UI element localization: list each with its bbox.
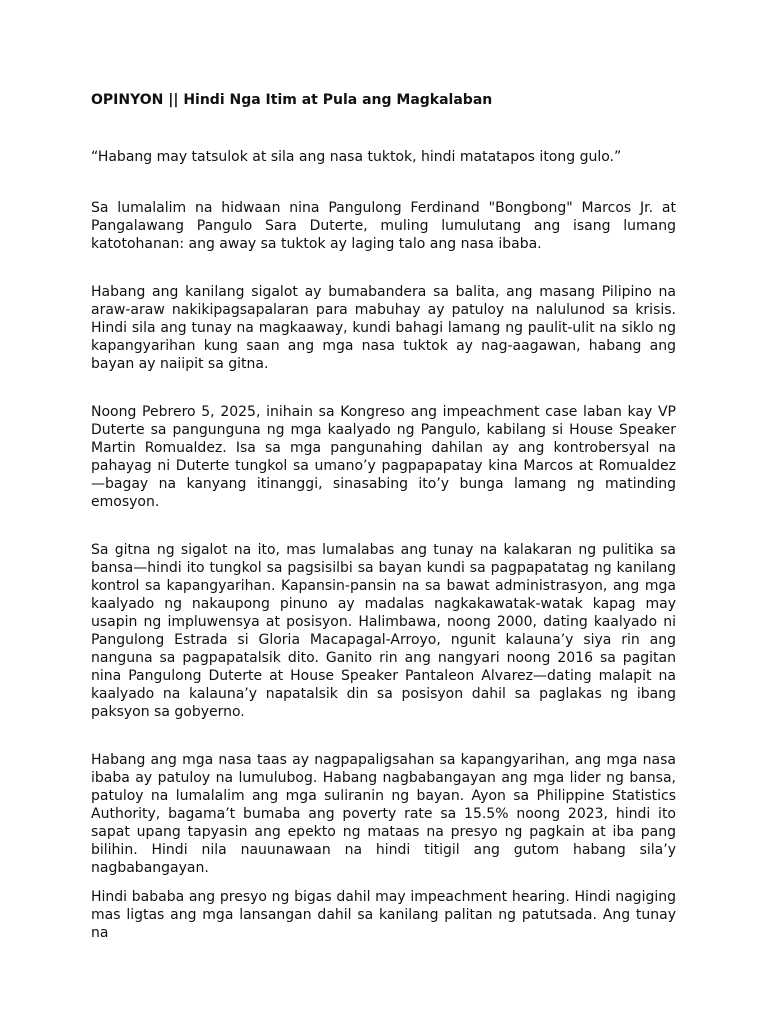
paragraph-1: Sa lumalalim na hidwaan nina Pangulong Ferdinand "Bongbong" Marcos Jr. at Pangalawang Pangulo Sara Duterte, muling lumulutang ang isang lumang katotohanan: ang away sa tuktok ay laging talo ang nasa ibaba. bbox=[91, 200, 676, 252]
paragraph-4: Sa gitna ng sigalot na ito, mas lumalabas ang tunay na kalakaran ng pulitika sa bansa—hindi ito tungkol sa pagsisilbi sa bayan kundi sa pagpapatatag ng kanilang kontrol sa kapangyarihan. Kapansin-pansin na sa bawat administrasyon, ang mga kaalyado ng nakaupong pinuno ay madalas nagkakawatak-watak kapag may usapin ng impluwensya at posisyon. Halimbawa, noong 2000, dating kaalyado ni Pangulong Estrada si Gloria Macapagal-Arroyo, ngunit kalauna’y siya rin ang nanguna sa pagpapatalsik dito. Ganito rin ang nangyari noong 2016 sa pagitan nina Pangulong Duterte at House Speaker Pantaleon Alvarez—dating malapit na kaalyado na kalauna’y napatalsik din sa posisyon dahil sa paglakas ng ibang paksyon sa gobyerno. bbox=[91, 542, 676, 720]
document-page bbox=[91, 88, 676, 972]
paragraph-6: Hindi bababa ang presyo ng bigas dahil may impeachment hearing. Hindi nagiging mas ligtas ang mga lansangan dahil sa kanilang palitan ng patutsada. Ang tunay na bbox=[91, 889, 676, 941]
paragraph-5: Habang ang mga nasa taas ay nagpapaligsahan sa kapangyarihan, ang mga nasa ibaba ay patuloy na lumulubog. Habang nagbabangayan ang mga lider ng bansa, patuloy na lumalalim ang mga suliranin ng bayan. Ayon sa Philippine Statistics Authority, bagama’t bumaba ang poverty rate sa 15.5% noong 2023, hindi ito sapat upang tapyasin ang epekto ng mataas na presyo ng pagkain at iba pang bilihin. Hindi nila nauunawaan na hindi titigil ang gutom habang sila’y nagbabangayan. bbox=[91, 752, 676, 876]
opening-quote: “Habang may tatsulok at sila ang nasa tuktok, hindi matatapos itong gulo.” bbox=[91, 149, 622, 165]
paragraph-2: Habang ang kanilang sigalot ay bumabandera sa balita, ang masang Pilipino na araw-araw nakikipagsapalaran para mabuhay ay patuloy na nalulunod sa krisis. Hindi sila ang tunay na magkaaway, kundi bahagi lamang ng paulit-ulit na siklo ng kapangyarihan kung saan ang mga nasa tuktok ay nag-aagawan, habang ang bayan ay naiipit sa gitna. bbox=[91, 284, 676, 372]
article-title: OPINYON || Hindi Nga Itim at Pula ang Magkalaban bbox=[91, 92, 493, 108]
paragraph-3: Noong Pebrero 5, 2025, inihain sa Kongreso ang impeachment case laban kay VP Duterte sa pangunguna ng mga kaalyado ng Pangulo, kabilang si House Speaker Martin Romualdez. Isa sa mga pangunahing dahilan ay ang kontrobersyal na pahayag ni Duterte tungkol sa umano’y pagpapapatay kina Marcos at Romualdez—bagay na kanyang itinanggi, sinasabing ito’y bunga lamang ng matinding emosyon. bbox=[91, 404, 676, 510]
